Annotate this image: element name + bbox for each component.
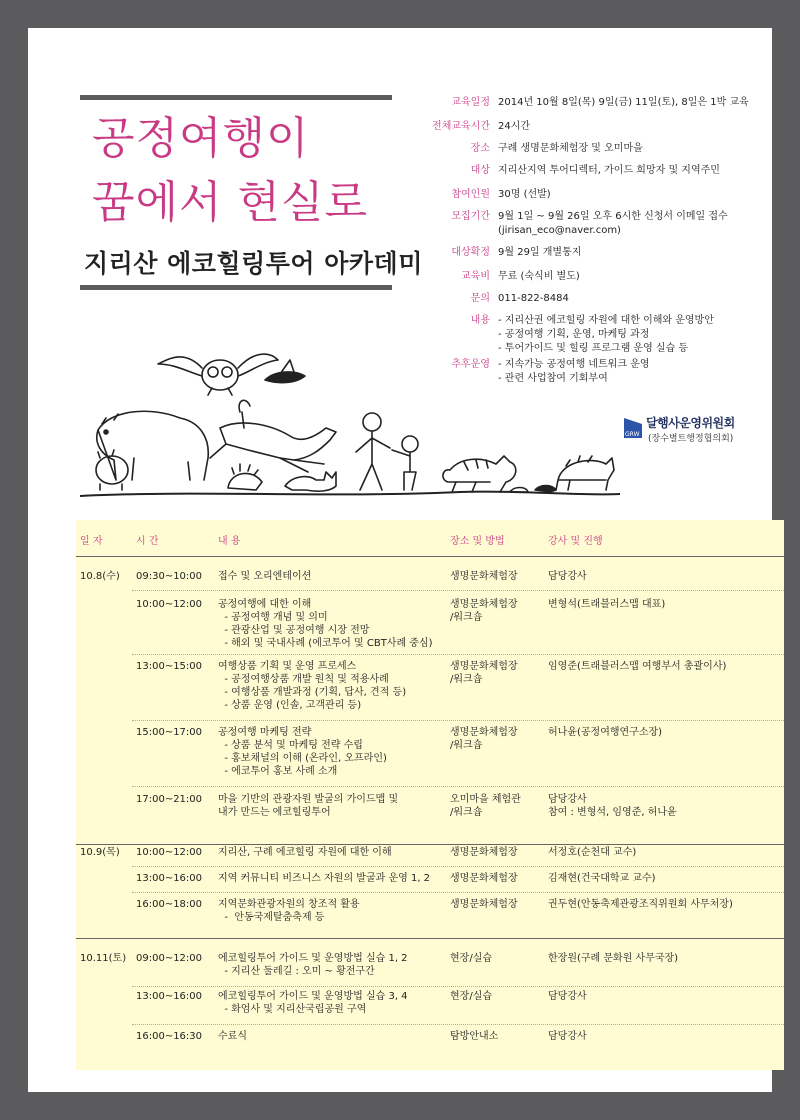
people-drawing: [356, 413, 418, 490]
info-label: 대상: [470, 165, 490, 176]
info-value: [498, 142, 768, 156]
schedule-table: [76, 520, 784, 1070]
schedule-content-line: 마을 기반의 관광자원 발굴의 가이드맵 및: [218, 794, 399, 805]
schedule-place-line: /워크숍: [450, 807, 483, 818]
schedule-row-separator: [132, 986, 784, 987]
schedule-lecturer-line: 담당강사: [548, 1031, 587, 1042]
schedule-content-line: - 관광산업 및 공정여행 시장 전망: [218, 625, 370, 636]
schedule-place-line: /워크숍: [450, 674, 483, 685]
info-value-line: 9월 29일 개별통지: [498, 247, 582, 258]
info-value-line: 9월 1일 ~ 9월 26일 오후 6시한 신청서 이메일 접수: [498, 211, 728, 222]
schedule-lecturer-line: 권두현(안동축제관광조직위원회 사무처장): [548, 899, 733, 910]
header-date: 일 자: [80, 536, 103, 547]
schedule-place-line: 생명문화체험장: [450, 661, 518, 672]
title-line-2: 꿈에서 현실로: [92, 177, 369, 228]
schedule-content-line: 접수 및 오리엔테이션: [218, 571, 312, 582]
info-label: 대상확정: [451, 247, 490, 258]
schedule-content-line: - 화엄사 및 지리산국립공원 구역: [218, 1004, 367, 1015]
info-value-line: - 공정여행 기획, 운영, 마케팅 과정: [498, 329, 650, 340]
schedule-place-line: 생명문화체험장: [450, 599, 518, 610]
schedule-date: 10.9(목): [80, 847, 120, 858]
schedule-divider: [76, 844, 784, 845]
schedule-divider: [76, 556, 784, 557]
schedule-content-line: 공정여행에 대한 이해: [218, 599, 312, 610]
schedule-content-line: - 상품 분석 및 마케팅 전략 수립: [218, 740, 363, 751]
schedule-place-line: 생명문화체험장: [450, 847, 518, 858]
header-lecturer: 강사 및 진행: [548, 536, 603, 547]
info-value-line: 30명 (선발): [498, 189, 551, 200]
info-label: 문의: [470, 293, 490, 304]
header-content: 내 용: [218, 536, 241, 547]
organizer-logo-mark-text: GRW: [625, 431, 640, 438]
schedule-time: 13:00~15:00: [136, 661, 203, 672]
info-label: 모집기간: [451, 211, 490, 222]
schedule-lecturer-line: 서정호(순천대 교수): [548, 847, 637, 858]
schedule-time: 16:00~16:30: [136, 1031, 203, 1042]
schedule-content-line: 여행상품 기획 및 운영 프로세스: [218, 661, 357, 672]
schedule-content-line: 지역 커뮤니티 비즈니스 자원의 발굴과 운영 1, 2: [218, 873, 431, 884]
schedule-row-separator: [132, 720, 784, 721]
info-value-line: - 투어가이드 및 힐링 프로그램 운영 실습 등: [498, 343, 689, 354]
schedule-place-line: 생명문화체험장: [450, 571, 518, 582]
schedule-content-line: 지리산, 구례 에코힐링 자원에 대한 이해: [218, 847, 392, 858]
schedule-content-line: - 안동국제탈춤축제 등: [218, 912, 325, 923]
schedule-time: 10:00~12:00: [136, 847, 203, 858]
schedule-place-line: 현장/실습: [450, 991, 493, 1002]
schedule-header: [76, 520, 784, 556]
info-label: 추후운영: [451, 359, 490, 370]
title-top-rule: [80, 95, 392, 100]
info-value-line: (jirisan_eco@naver.com): [498, 225, 621, 236]
schedule-row-separator: [132, 654, 784, 655]
schedule-place-line: 생명문화체험장: [450, 899, 518, 910]
info-value-line: - 지속가능 공정여행 네트워크 운영: [498, 359, 650, 370]
schedule-row-separator: [132, 786, 784, 787]
schedule-time: 09:30~10:00: [136, 571, 203, 582]
bird-drawing: [265, 360, 305, 383]
info-label: 장소: [470, 143, 490, 154]
schedule-time: 09:00~12:00: [136, 953, 203, 964]
schedule-time: 15:00~17:00: [136, 727, 203, 738]
schedule-time: 17:00~21:00: [136, 794, 203, 805]
info-value: [498, 292, 768, 306]
subtitle: 지리산 에코힐링투어 아카데미: [84, 249, 423, 278]
schedule-lecturer-line: 담당강사: [548, 991, 587, 1002]
organizer-name: 달행사운영위원회: [646, 416, 735, 430]
schedule-place-line: 생명문화체험장: [450, 873, 518, 884]
info-value-line: 무료 (숙식비 별도): [498, 271, 580, 282]
schedule-time: 13:00~16:00: [136, 991, 203, 1002]
schedule-content-line: - 공정여행상품 개발 원칙 및 적용사례: [218, 674, 389, 685]
schedule-content-line: - 지리산 둘레길 : 오미 ~ 황전구간: [218, 966, 375, 977]
schedule-content-line: 공정여행 마케팅 전략: [218, 727, 312, 738]
schedule-content-line: 에코힐링투어 가이드 및 운영방법 실습 3, 4: [218, 991, 408, 1002]
schedule-place-line: 현장/실습: [450, 953, 493, 964]
schedule-date: 10.8(수): [80, 571, 120, 582]
info-value-line: 구례 생명문화체험장 및 오미마을: [498, 143, 643, 154]
schedule-lecturer-line: 김재현(건국대학교 교수): [548, 873, 656, 884]
schedule-place-line: 탐방안내소: [450, 1031, 499, 1042]
header-time: 시 간: [136, 536, 159, 547]
boar-drawing: [556, 456, 614, 490]
schedule-content-line: 수료식: [218, 1031, 247, 1042]
schedule-date: 10.11(토): [80, 953, 127, 964]
schedule-row-separator: [132, 1024, 784, 1025]
schedule-row-separator: [132, 866, 784, 867]
info-label: 전체교육시간: [432, 121, 490, 132]
info-value: [498, 164, 768, 178]
title-bottom-rule: [80, 285, 392, 290]
schedule-content-line: 내가 만드는 에코힐링투어: [218, 807, 331, 818]
schedule-content-line: 지역문화관광자원의 창조적 활용: [218, 899, 360, 910]
schedule-lecturer-line: 참여 : 변형석, 임영준, 허나윤: [548, 807, 677, 818]
info-value-line: 2014년 10월 8일(목) 9일(금) 11일(토), 8일은 1박 교육: [498, 97, 749, 108]
info-value-line: 지리산지역 투어디렉터, 가이드 희망자 및 지역주민: [498, 165, 720, 176]
schedule-time: 16:00~18:00: [136, 899, 203, 910]
cat-drawing: [285, 472, 336, 491]
info-value-line: 011-822-8484: [498, 293, 569, 304]
schedule-lecturer-line: 변형석(트래블러스맵 대표): [548, 599, 666, 610]
info-value: [498, 210, 768, 238]
owl-drawing: [158, 354, 278, 395]
info-label: 교육비: [461, 271, 490, 282]
bear-drawing: [97, 411, 208, 480]
deer-drawing: [210, 400, 336, 472]
info-value: [498, 120, 768, 134]
schedule-place-line: /워크숍: [450, 740, 483, 751]
schedule-content-line: - 상품 운영 (인솔, 고객관리 등): [218, 700, 362, 711]
small-animals-drawing: [510, 486, 556, 493]
info-value-line: - 지리산권 에코힐링 자원에 대한 이해와 운영방안: [498, 315, 714, 326]
schedule-lecturer-line: 허나윤(공정여행연구소장): [548, 727, 663, 738]
organizer-subname: (장수별트행정협의회): [648, 434, 734, 444]
schedule-row-separator: [132, 590, 784, 591]
schedule-lecturer-line: 임영준(트래블러스맵 여행부서 총괄이사): [548, 661, 727, 672]
info-value: [498, 188, 768, 202]
header-place: 장소 및 방법: [450, 536, 505, 547]
schedule-time: 10:00~12:00: [136, 599, 203, 610]
schedule-content-line: - 홍보채널의 이해 (온라인, 오프라인): [218, 753, 387, 764]
info-value: [498, 96, 768, 110]
info-value: [498, 246, 768, 260]
schedule-divider: [76, 938, 784, 939]
info-label: 참여인원: [451, 189, 490, 200]
info-value-line: 24시간: [498, 121, 531, 132]
schedule-content-line: - 여행상품 개발과정 (기획, 답사, 견적 등): [218, 687, 407, 698]
info-label: 내용: [470, 315, 490, 326]
organizer-logo-mark: [622, 416, 644, 440]
schedule-time: 13:00~16:00: [136, 873, 203, 884]
schedule-place-line: 생명문화체험장: [450, 727, 518, 738]
schedule-place-line: 오미마을 체험관: [450, 794, 521, 805]
schedule-row-separator: [132, 892, 784, 893]
schedule-content-line: - 해외 및 국내사례 (에코투어 및 CBT사례 중심): [218, 638, 433, 649]
title-line-1: 공정여행이: [92, 113, 310, 164]
animals-illustration: [80, 340, 620, 510]
schedule-lecturer-line: 한장원(구례 문화원 사무국장): [548, 953, 679, 964]
info-value-line: - 관련 사업참여 기회부여: [498, 373, 608, 384]
schedule-lecturer-line: 담당강사: [548, 571, 587, 582]
schedule-content-line: 에코힐링투어 가이드 및 운영방법 실습 1, 2: [218, 953, 408, 964]
schedule-place-line: /워크숍: [450, 612, 483, 623]
info-label: 교육일정: [451, 97, 490, 108]
info-value: [498, 270, 768, 284]
hedgehog-drawing: [228, 464, 262, 490]
schedule-content-line: - 에코투어 홍보 사례 소개: [218, 766, 338, 777]
schedule-content-line: - 공정여행 개념 및 의미: [218, 612, 328, 623]
tiger-drawing: [443, 456, 516, 492]
schedule-lecturer-line: 담당강사: [548, 794, 587, 805]
